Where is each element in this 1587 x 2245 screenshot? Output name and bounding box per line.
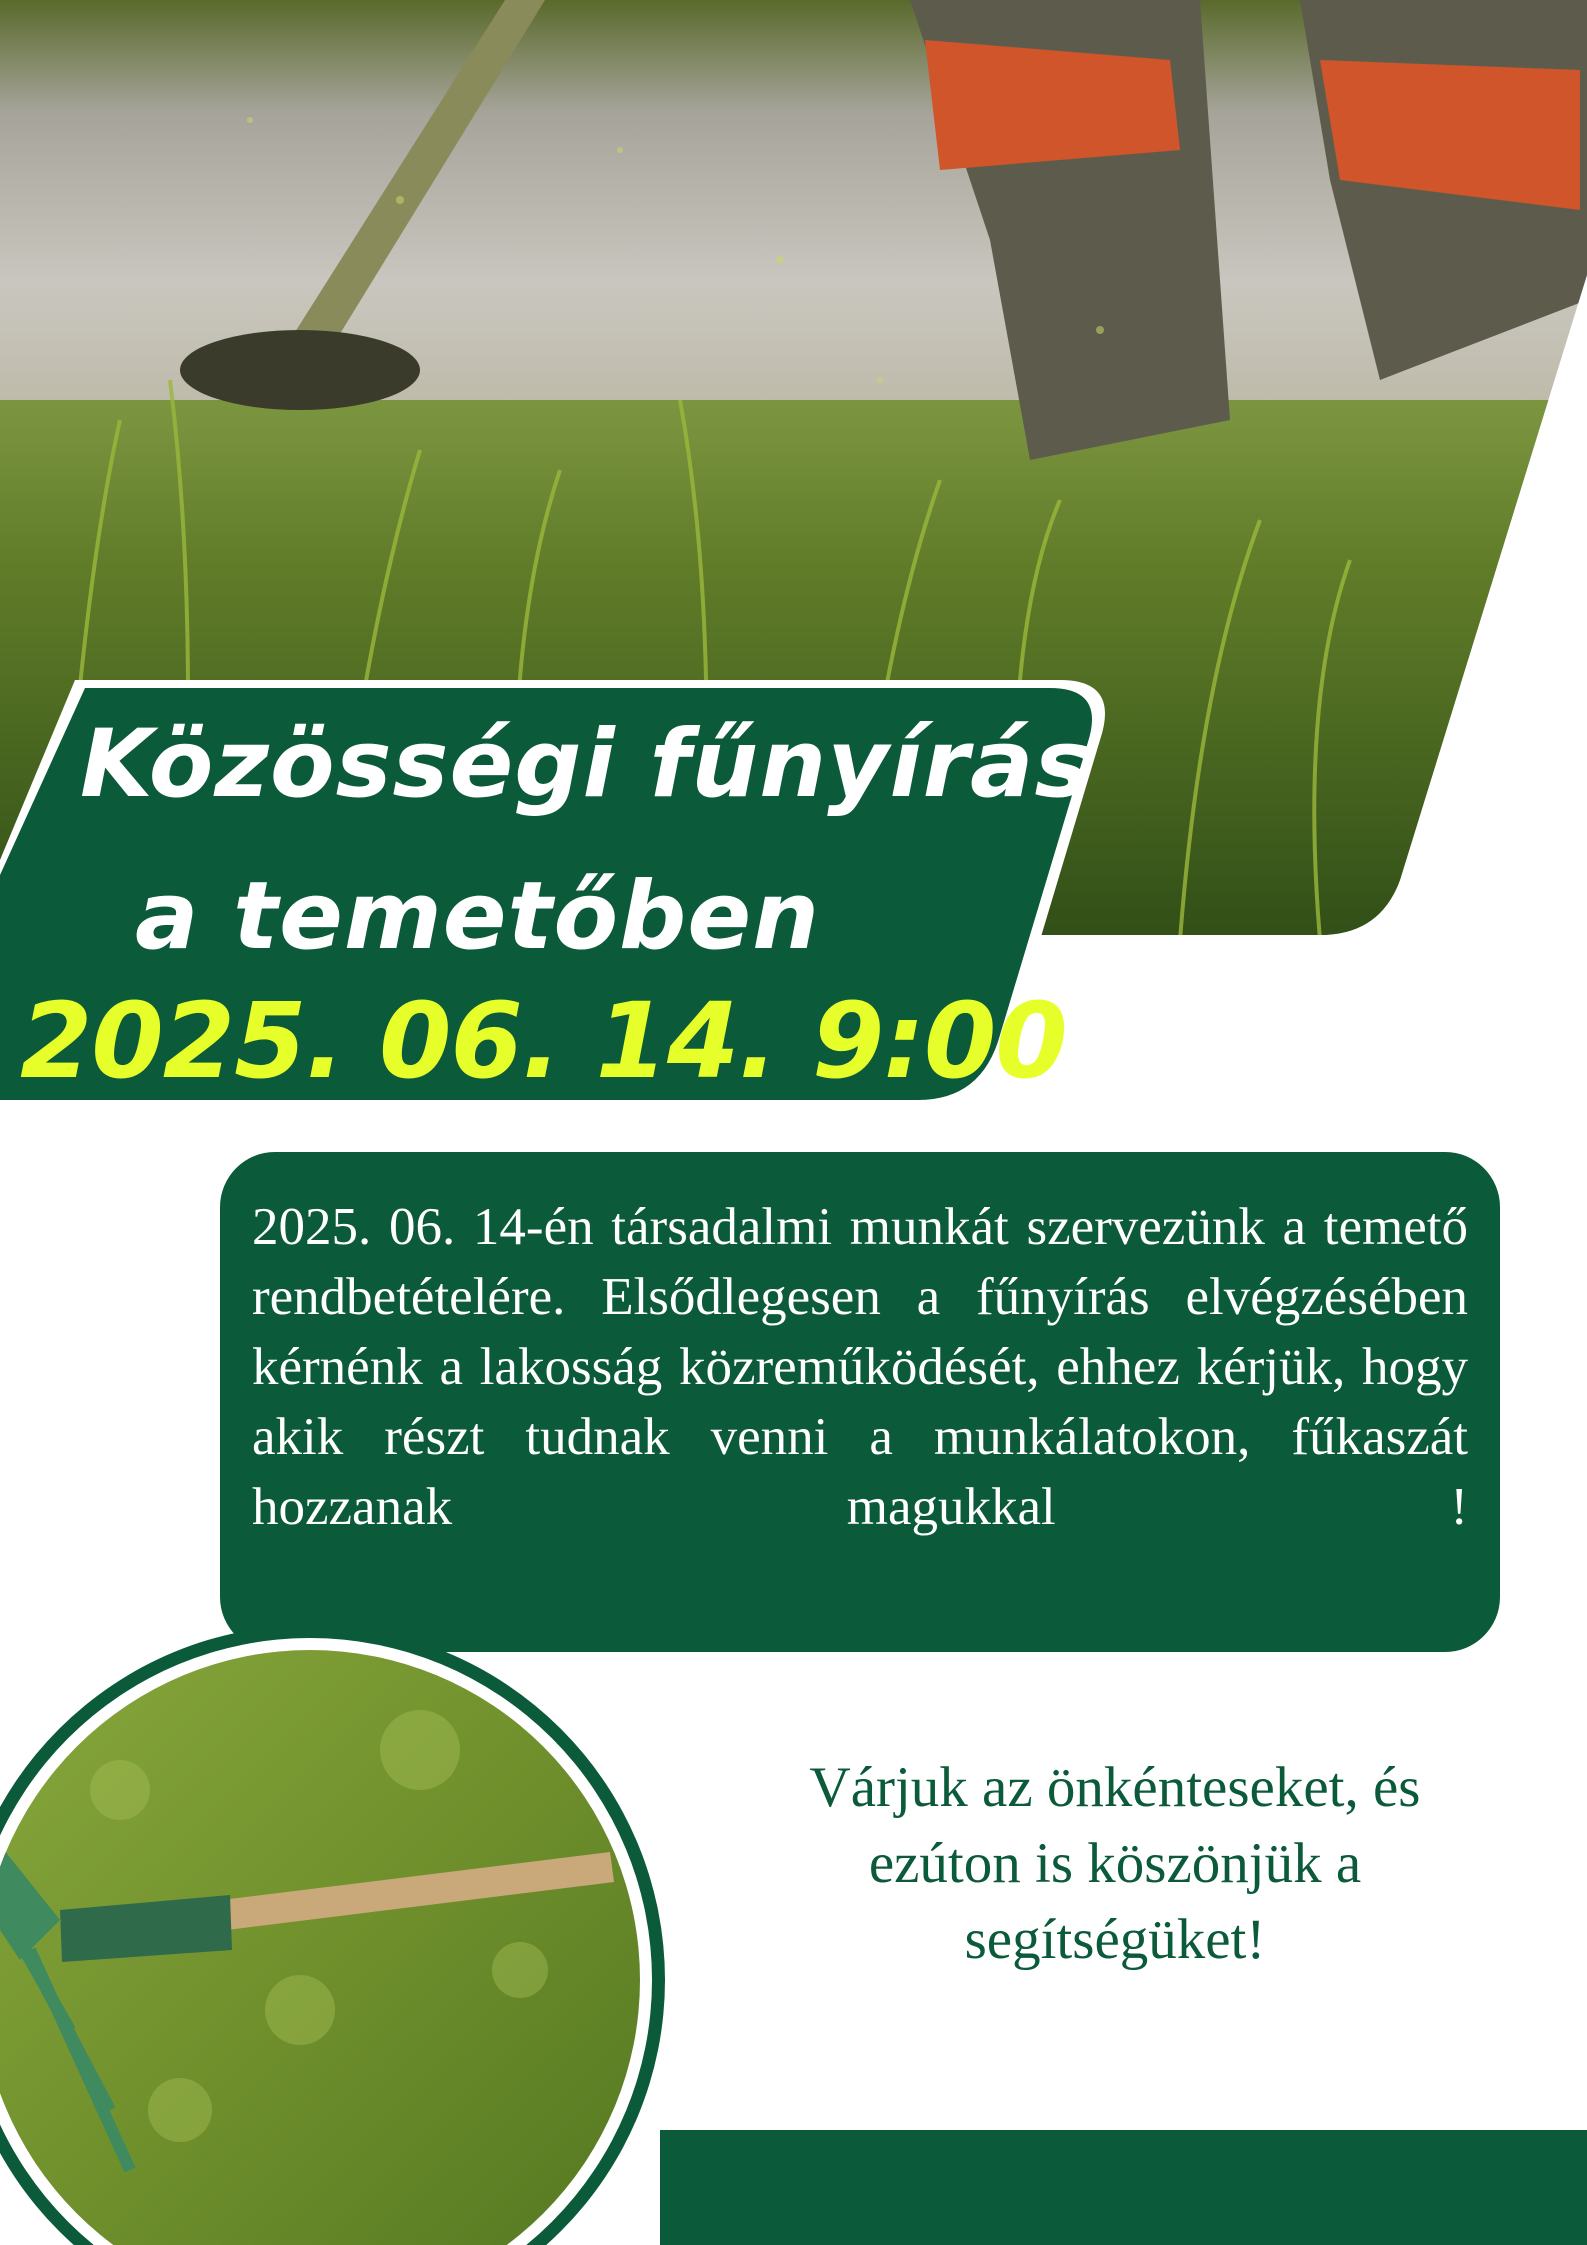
title-line-1: Közösségi fűnyírás [80, 710, 1092, 819]
event-date-time: 2025. 06. 14. 9:00 [20, 980, 1067, 1102]
description-box [220, 1152, 1500, 1652]
thanks-message [720, 1750, 1510, 1978]
bottom-bar [660, 2130, 1587, 2245]
title-line-2: a temetőben [135, 862, 821, 971]
rake-on-lawn-photo [0, 1590, 700, 2245]
thanks-line-3: segítségüket! [964, 1908, 1266, 1971]
thanks-line-1: Várjuk az önkénteseket, és [809, 1756, 1421, 1819]
thanks-line-2: ezúton is köszönjük a [868, 1832, 1362, 1895]
description-text: 2025. 06. 14-én társadalmi munkát szervezünk a temető rendbetételére. Elsődlegesen a fűnyírás elvégzésében kérnénk a lakosság közreműködését, ehhez kérjük, hogy akik részt tudnak venni a munkálatokon, fűkaszát hozzanak magukkal ! [252, 1198, 1468, 1536]
